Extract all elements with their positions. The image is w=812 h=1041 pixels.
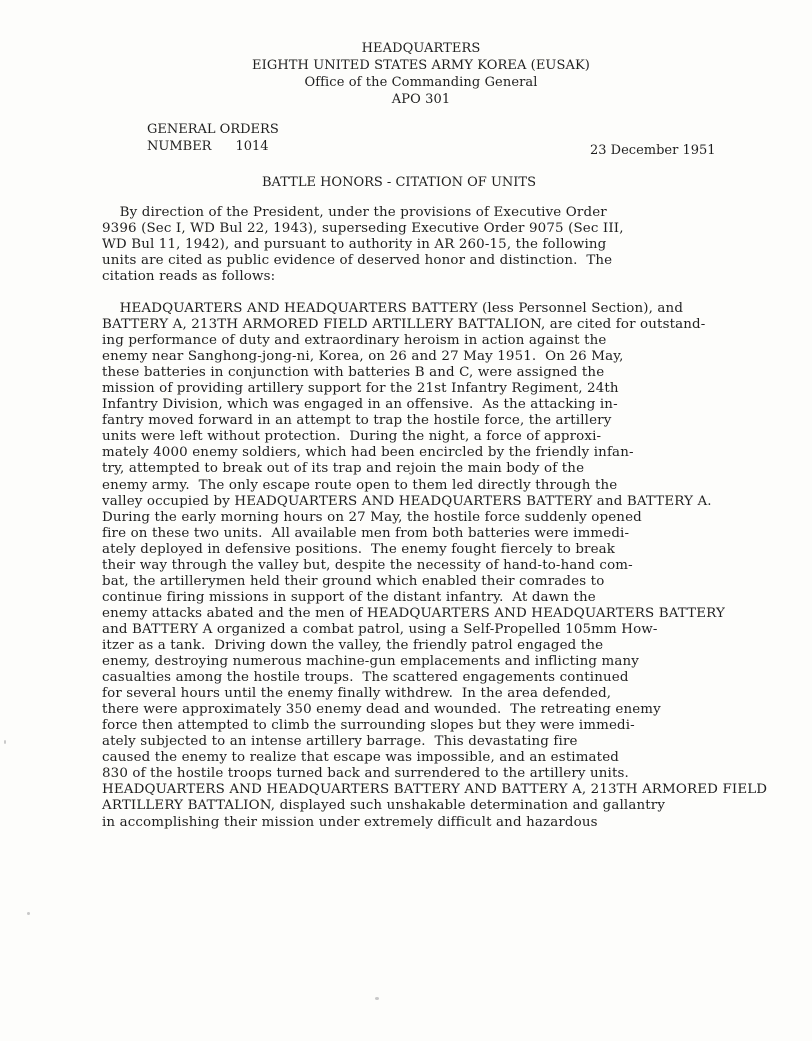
paragraph-line: enemy near Sanghong-jong-ni, Korea, on 26 and 27 May 1951. On 26 May, bbox=[102, 349, 624, 365]
letterhead-line-3: Office of the Commanding General bbox=[304, 75, 538, 90]
paragraph-citation bbox=[102, 301, 767, 831]
paragraph-line: bat, the artillerymen held their ground which enabled their comrades to bbox=[102, 573, 605, 589]
paragraph-line: units are cited as public evidence of deserved honor and distinction. The bbox=[102, 253, 613, 269]
paragraph-line: caused the enemy to realize that escape was impossible, and an estimated bbox=[102, 750, 620, 766]
paragraph-line: in accomplishing their mission under extremely difficult and hazardous bbox=[102, 814, 598, 830]
paragraph-line: HEADQUARTERS AND HEADQUARTERS BATTERY (less Personnel Section), and bbox=[102, 301, 684, 316]
paragraph-line: these batteries in conjunction with batteries B and C, were assigned the bbox=[102, 365, 605, 381]
paragraph-line: citation reads as follows: bbox=[102, 269, 276, 285]
number-label: NUMBER bbox=[147, 139, 212, 154]
subject-heading: BATTLE HONORS - CITATION OF UNITS bbox=[262, 175, 536, 190]
paragraph-line: BATTERY A, 213TH ARMORED FIELD ARTILLERY BATTALION, are cited for outstand- bbox=[102, 317, 706, 333]
paragraph-line: force then attempted to climb the surrounding slopes but they were immedi- bbox=[102, 718, 635, 734]
paragraph-line: Infantry Division, which was engaged in an offensive. As the attacking in- bbox=[102, 397, 618, 413]
letterhead-line-1: HEADQUARTERS bbox=[361, 41, 481, 56]
letterhead bbox=[0, 40, 812, 108]
paragraph-line: continue firing missions in support of the distant infantry. At dawn the bbox=[102, 589, 596, 605]
letterhead-line-2: EIGHTH UNITED STATES ARMY KOREA (EUSAK) bbox=[252, 58, 590, 73]
paragraph-line: mately 4000 enemy soldiers, which had been encircled by the friendly infan- bbox=[102, 445, 634, 461]
paragraph-line: enemy attacks abated and the men of HEADQUARTERS AND HEADQUARTERS BATTERY bbox=[102, 605, 725, 621]
paragraph-line: ARTILLERY BATTALION, displayed such unshakable determination and gallantry bbox=[102, 798, 666, 814]
paragraph-line: ately deployed in defensive positions. The enemy fought fiercely to break bbox=[102, 541, 616, 557]
scan-speck bbox=[27, 912, 30, 915]
general-orders-number bbox=[147, 138, 279, 155]
paragraph-line: By direction of the President, under the provisions of Executive Order bbox=[102, 205, 607, 220]
paragraph-authority bbox=[102, 205, 624, 285]
number-value: 1014 bbox=[235, 139, 269, 154]
paragraph-line: itzer as a tank. Driving down the valley, the friendly patrol engaged the bbox=[102, 637, 604, 653]
paragraph-line: ately subjected to an intense artillery barrage. This devastating fire bbox=[102, 734, 578, 750]
paragraph-line: mission of providing artillery support for the 21st Infantry Regiment, 24th bbox=[102, 381, 619, 397]
paragraph-line: enemy, destroying numerous machine-gun emplacements and inflicting many bbox=[102, 654, 639, 670]
general-orders-title: GENERAL ORDERS bbox=[147, 122, 279, 137]
paragraph-line: fire on these two units. All available men from both batteries were immedi- bbox=[102, 525, 630, 541]
paragraph-line: their way through the valley but, despite the necessity of hand-to-hand com- bbox=[102, 557, 633, 573]
general-orders-block bbox=[147, 121, 279, 155]
paragraph-line: for several hours until the enemy finally withdrew. In the area defended, bbox=[102, 686, 612, 702]
paragraph-line: 9396 (Sec I, WD Bul 22, 1943), superseding Executive Order 9075 (Sec III, bbox=[102, 221, 624, 237]
paragraph-line: fantry moved forward in an attempt to trap the hostile force, the artillery bbox=[102, 413, 612, 429]
paragraph-line: units were left without protection. During the night, a force of approxi- bbox=[102, 429, 602, 445]
paragraph-line: try, attempted to break out of its trap and rejoin the main body of the bbox=[102, 461, 585, 477]
paragraph-line: ing performance of duty and extraordinary heroism in action against the bbox=[102, 333, 607, 349]
paragraph-line: WD Bul 11, 1942), and pursuant to authority in AR 260-15, the following bbox=[102, 237, 607, 253]
paragraph-line: enemy army. The only escape route open to them led directly through the bbox=[102, 477, 618, 493]
scan-speck bbox=[4, 740, 6, 744]
letterhead-line-4: APO 301 bbox=[391, 92, 451, 107]
paragraph-line: there were approximately 350 enemy dead and wounded. The retreating enemy bbox=[102, 702, 661, 718]
order-date: 23 December 1951 bbox=[590, 143, 716, 158]
paragraph-line: 830 of the hostile troops turned back and surrendered to the artillery units. bbox=[102, 766, 629, 782]
paragraph-line: During the early morning hours on 27 May, the hostile force suddenly opened bbox=[102, 509, 642, 525]
paragraph-line: valley occupied by HEADQUARTERS AND HEADQUARTERS BATTERY and BATTERY A. bbox=[102, 493, 712, 509]
paragraph-line: casualties among the hostile troups. The scattered engagements continued bbox=[102, 670, 629, 686]
scan-speck bbox=[375, 997, 379, 1000]
paragraph-line: and BATTERY A organized a combat patrol, using a Self-Propelled 105mm How- bbox=[102, 621, 658, 637]
paragraph-line: HEADQUARTERS AND HEADQUARTERS BATTERY AND BATTERY A, 213TH ARMORED FIELD bbox=[102, 782, 768, 798]
